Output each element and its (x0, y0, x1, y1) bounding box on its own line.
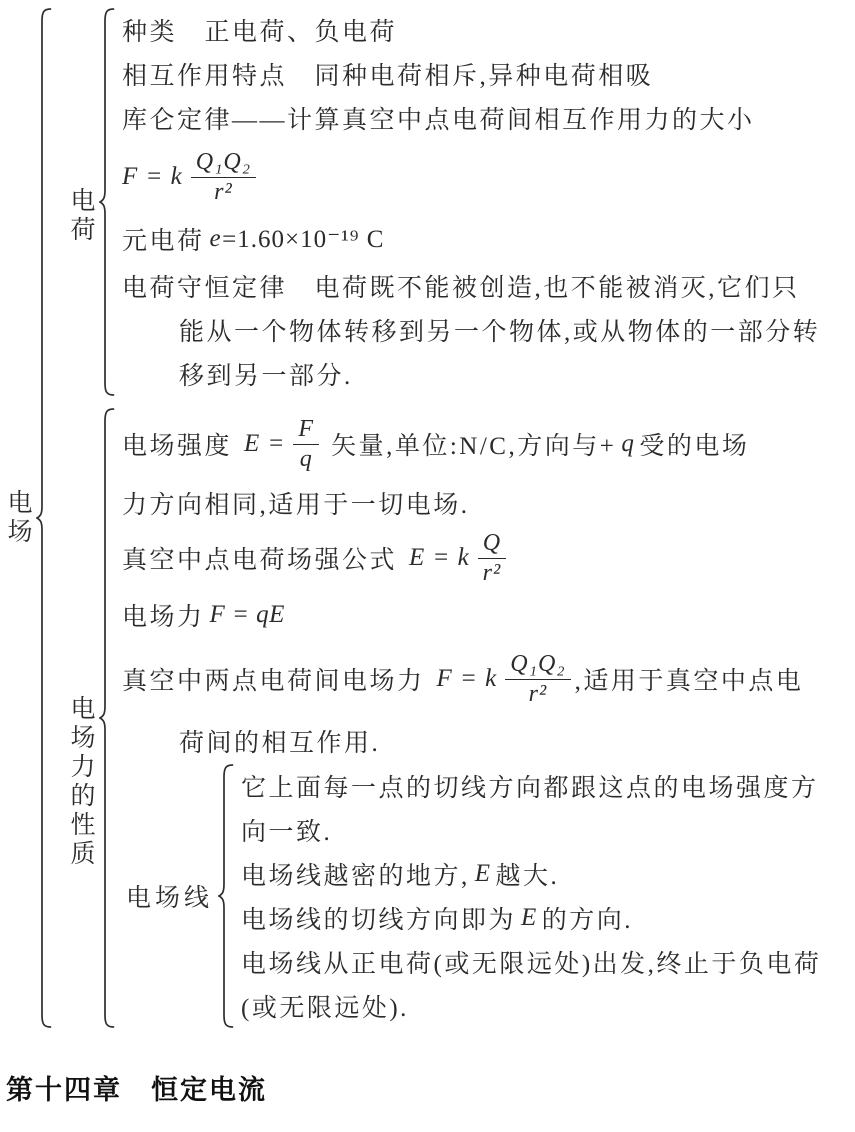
two-formula-lhs: F = k (436, 665, 498, 692)
line-field-force-eq (122, 590, 855, 640)
conservation-text-3: 移到另一部分. (179, 363, 353, 390)
density-post: 越大. (495, 863, 560, 890)
line-start-end-1 (241, 940, 855, 984)
point-formula (409, 530, 506, 587)
line-two-charge-cont (122, 718, 855, 764)
elementary-var: e (209, 225, 222, 252)
strength-formula (244, 416, 319, 473)
strength-tail-var: q (621, 430, 635, 457)
line-point-charge-formula (122, 526, 855, 590)
elementary-label: 元电荷 (122, 228, 205, 255)
tangent-text-2: 向一致. (241, 819, 333, 846)
charge-group (59, 8, 855, 396)
elementary-value: =1.60×10⁻¹⁹ C (222, 226, 385, 253)
field-force-label: 电场力的性质 (70, 696, 96, 868)
point-denominator: r² (482, 559, 502, 586)
point-label: 真空中点电荷场强公式 (122, 547, 398, 574)
direction-var: E (521, 904, 537, 931)
strength-tail-post: 受的电场 (639, 433, 750, 460)
line-two-charge-force (122, 640, 855, 718)
line-direction (241, 896, 855, 940)
coulomb-text: 库仑定律——计算真空中点电荷间相互作用力的大小 (122, 107, 755, 134)
line-tangent-1 (241, 764, 855, 808)
start-end-text-1: 电场线从正电荷(或无限远处)出发,终止于负电荷 (241, 951, 822, 978)
field-force-brace (99, 408, 115, 1028)
line-conservation-1 (122, 264, 855, 308)
coulomb-fraction (191, 149, 256, 206)
interaction-text: 相互作用特点 同种电荷相斥,异种电荷相吸 (122, 63, 654, 90)
strength-label: 电场强度 (122, 433, 233, 460)
tangent-text-1: 它上面每一点的切线方向都跟这点的电场强度方 (241, 775, 819, 802)
coulomb-numerator: Q₁Q₂ (191, 149, 256, 178)
strength-cont-text: 力方向相同,适用于一切电场. (122, 492, 470, 519)
point-fraction (478, 530, 506, 587)
strength-denominator: q (299, 445, 313, 472)
two-denominator: r² (528, 680, 548, 707)
field-lines-brace (218, 764, 234, 1028)
two-charge-fraction (505, 651, 570, 708)
strength-numerator: F (293, 416, 319, 445)
line-field-strength (122, 408, 855, 480)
kinds-text: 种类 正电荷、负电荷 (122, 19, 398, 46)
density-var: E (474, 860, 491, 887)
line-coulomb (122, 96, 855, 140)
line-coulomb-formula (122, 140, 855, 214)
root-label: 电场 (7, 490, 33, 546)
field-lines-label: 电场线 (126, 885, 214, 912)
line-start-end-2 (241, 984, 855, 1028)
coulomb-formula-lhs: F = k (122, 163, 183, 190)
point-numerator: Q (478, 530, 506, 559)
force-formula: F = qE (209, 601, 285, 628)
two-cont-text: 荷间的相互作用. (179, 730, 381, 757)
line-elementary (122, 214, 855, 264)
conservation-text-2: 能从一个物体转移到另一个物体,或从物体的一部分转 (179, 319, 821, 346)
start-end-text-2: (或无限远处). (241, 995, 409, 1022)
strength-fraction (293, 416, 319, 473)
line-density (241, 852, 855, 896)
coulomb-denominator: r² (214, 178, 233, 205)
two-formula (437, 651, 571, 708)
conservation-text-1: 电荷守恒定律 电荷既不能被创造,也不能被消灭,它们只 (122, 275, 800, 302)
two-tail-text: ,适用于真空中点电 (574, 668, 804, 695)
field-force-group (59, 408, 855, 1028)
field-lines-group (122, 764, 855, 1028)
line-strength-cont (122, 480, 855, 526)
density-pre: 电场线越密的地方, (241, 863, 470, 890)
strength-tail-pre: 矢量,单位:N/C,方向与+ (331, 433, 617, 460)
line-tangent-2 (241, 808, 855, 852)
direction-post: 的方向. (541, 907, 634, 934)
strength-formula-lhs: E = (244, 430, 286, 457)
root-branches (52, 8, 855, 1028)
two-numerator: Q₁Q₂ (505, 651, 570, 680)
line-conservation-3 (122, 352, 855, 396)
line-kinds (122, 8, 855, 52)
root-brace (36, 8, 52, 1028)
line-interaction (122, 52, 855, 96)
charge-label: 电荷 (70, 188, 96, 244)
force-label: 电场力 (122, 604, 205, 631)
two-label: 真空中两点电荷间电场力 (122, 668, 425, 695)
charge-brace (99, 8, 115, 396)
root-row (4, 8, 855, 1028)
direction-pre: 电场线的切线方向即为 (241, 907, 517, 934)
line-conservation-2 (122, 308, 855, 352)
chapter-footer: 第十四章 恒定电流 (6, 1075, 267, 1105)
coulomb-formula (122, 149, 256, 206)
point-formula-lhs: E = k (409, 544, 470, 571)
